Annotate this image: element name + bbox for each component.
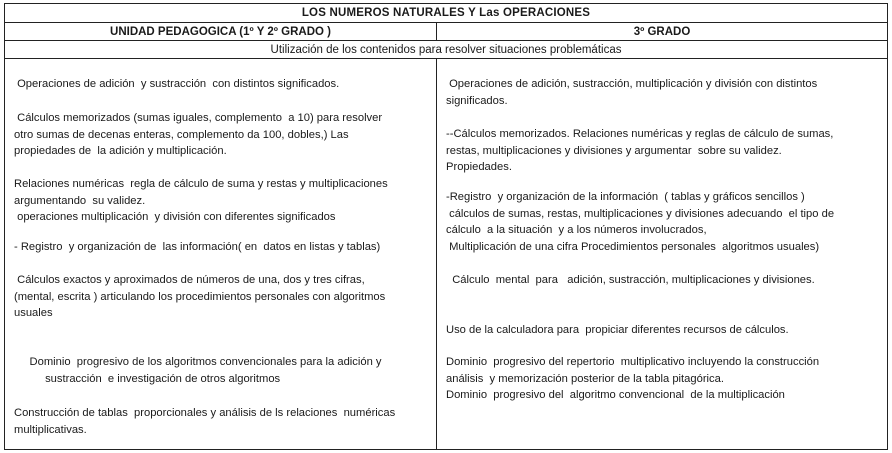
table-title: LOS NUMEROS NATURALES Y Las OPERACIONES — [5, 4, 887, 23]
header-row — [5, 23, 887, 41]
right-item-5: Uso de la calculadora para propiciar diferentes recursos de cálculos. — [446, 324, 789, 336]
table-body — [5, 59, 887, 449]
left-item-3: Relaciones numéricas regla de cálculo de suma y restas y multiplicaciones argumentando su validez. operaciones multiplicación y división con diferentes significados — [14, 178, 388, 223]
right-column — [437, 59, 887, 449]
left-item-5: Cálculos exactos y aproximados de números de una, dos y tres cifras, (mental, escrita ) articulando los procedimientos personales con algoritmos usuales — [14, 274, 386, 319]
right-item-2: --Cálculos memorizados. Relaciones numéricas y reglas de cálculo de sumas, restas, multiplicaciones y divisiones y argumentar sobre su validez. Propiedades. — [446, 128, 834, 173]
header-left: UNIDAD PEDAGOGICA (1º Y 2º GRADO ) — [5, 23, 437, 40]
left-item-6: Dominio progresivo de los algoritmos convencionales para la adición y sustracción e investigación de otros algoritmos — [29, 356, 382, 385]
left-item-4: - Registro y organización de las información( en datos en listas y tablas) — [14, 241, 381, 253]
left-item-2: Cálculos memorizados (sumas iguales, complemento a 10) para resolver otro sumas de decenas enteras, complemento da 100, dobles,) Las propiedades de la adición y multiplicación. — [14, 112, 383, 157]
left-item-7: Construcción de tablas proporcionales y análisis de ls relaciones numéricas multiplicativas. — [14, 407, 396, 436]
right-item-3: -Registro y organización de la información ( tablas y gráficos sencillos ) cálculos de sumas, restas, multiplicaciones y divisiones adecuando el tipo de cálculo a la situación y a los números involucrados, Multiplicación de una cifra Procedimientos personales algoritmos usuales) — [446, 191, 835, 253]
right-item-1: Operaciones de adición, sustracción, multiplicación y división con distintos significados. — [446, 78, 818, 107]
right-item-4: Cálculo mental para adición, sustracción, multiplicaciones y divisiones. — [446, 274, 815, 286]
left-item-1: Operaciones de adición y sustracción con distintos significados. — [14, 78, 340, 90]
header-right: 3º GRADO — [633, 26, 691, 38]
content-table — [4, 3, 888, 450]
subheader: Utilización de los contenidos para resolver situaciones problemáticas — [5, 41, 887, 59]
left-column — [5, 59, 437, 449]
right-item-6: Dominio progresivo del repertorio multiplicativo incluyendo la construcción análisis y memorización posterior de la tabla pitagórica. Dominio progresivo del algoritmo convencional de la multiplicación — [446, 356, 820, 401]
